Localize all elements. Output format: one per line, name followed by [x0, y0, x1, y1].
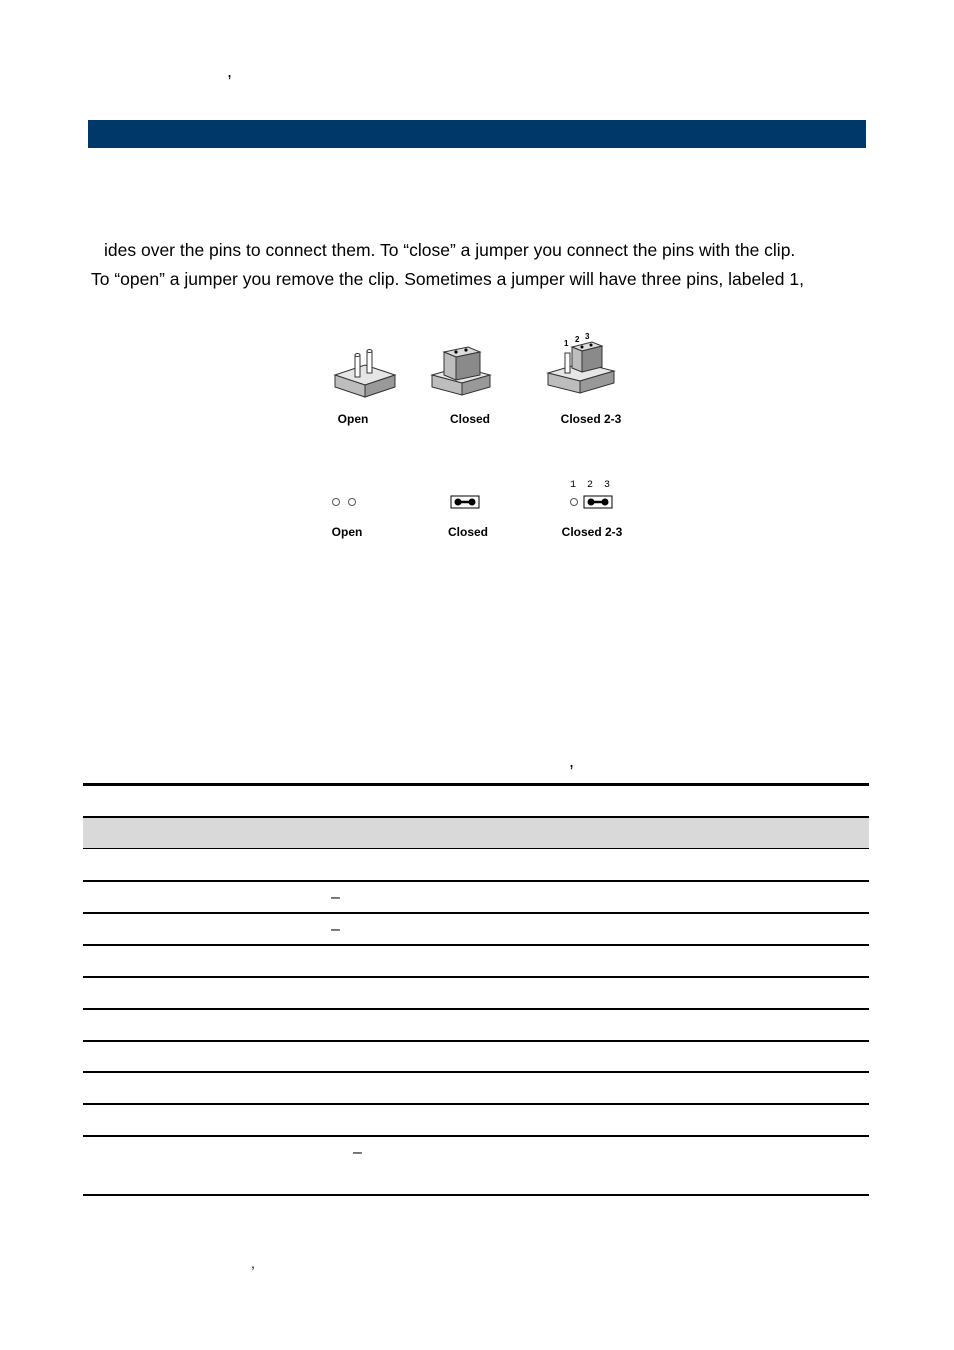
table-row-rule [83, 944, 869, 946]
pin-number-1: 1 [564, 339, 569, 348]
open-jumper-3d-icon [335, 350, 395, 398]
jumper-3d-illustration [320, 325, 640, 415]
table-row-rule [83, 1071, 869, 1073]
table-bottom-rule [83, 1194, 869, 1196]
schematic-pin-number-2: 2 [587, 480, 594, 491]
table-header-row [83, 818, 869, 848]
table-row-rule [83, 880, 869, 882]
top-mark: , [227, 61, 233, 81]
table-header-top-rule [83, 816, 869, 818]
schematic-open-label: Open [331, 525, 363, 539]
closed-2-3-label: Closed 2-3 [560, 412, 622, 426]
table-row-rule [83, 976, 869, 978]
schematic-pin-number-3: 3 [604, 480, 611, 491]
table-header-bottom-rule [83, 848, 869, 849]
open-label: Open [337, 412, 369, 426]
jumper-schematic-illustration [325, 493, 625, 511]
table-row-rule [83, 1040, 869, 1042]
table-mark: , [569, 751, 575, 771]
closed-schematic-icon [451, 496, 479, 508]
table-top-rule [83, 783, 869, 786]
pin-number-3: 3 [585, 332, 590, 341]
table-dash: – [331, 921, 340, 938]
closed-2-3-jumper-3d-icon [548, 342, 614, 393]
table-row-rule [83, 1103, 869, 1105]
schematic-closed-label: Closed [447, 525, 488, 539]
paragraph-line-2: To “open” a jumper you remove the clip. Sometimes a jumper will have three pins, labeled 1, [91, 269, 804, 289]
table-row-rule [83, 1135, 869, 1137]
table-dash: – [331, 889, 340, 906]
paragraph-line-1: ides over the pins to connect them. To “close” a jumper you connect the pins with the clip. [104, 240, 796, 260]
pin-number-2: 2 [575, 335, 580, 344]
table-row-rule [83, 1008, 869, 1010]
bottom-mark: , [251, 1255, 255, 1271]
closed-label: Closed [449, 412, 490, 426]
closed-jumper-3d-icon [432, 347, 490, 395]
section-header-bar [88, 120, 866, 148]
open-schematic-icon [333, 499, 356, 506]
schematic-pin-number-1: 1 [570, 480, 577, 491]
table-dash: – [353, 1144, 362, 1161]
schematic-closed-2-3-label: Closed 2-3 [561, 525, 623, 539]
table-row-rule [83, 912, 869, 914]
closed-2-3-schematic-icon [571, 496, 613, 508]
